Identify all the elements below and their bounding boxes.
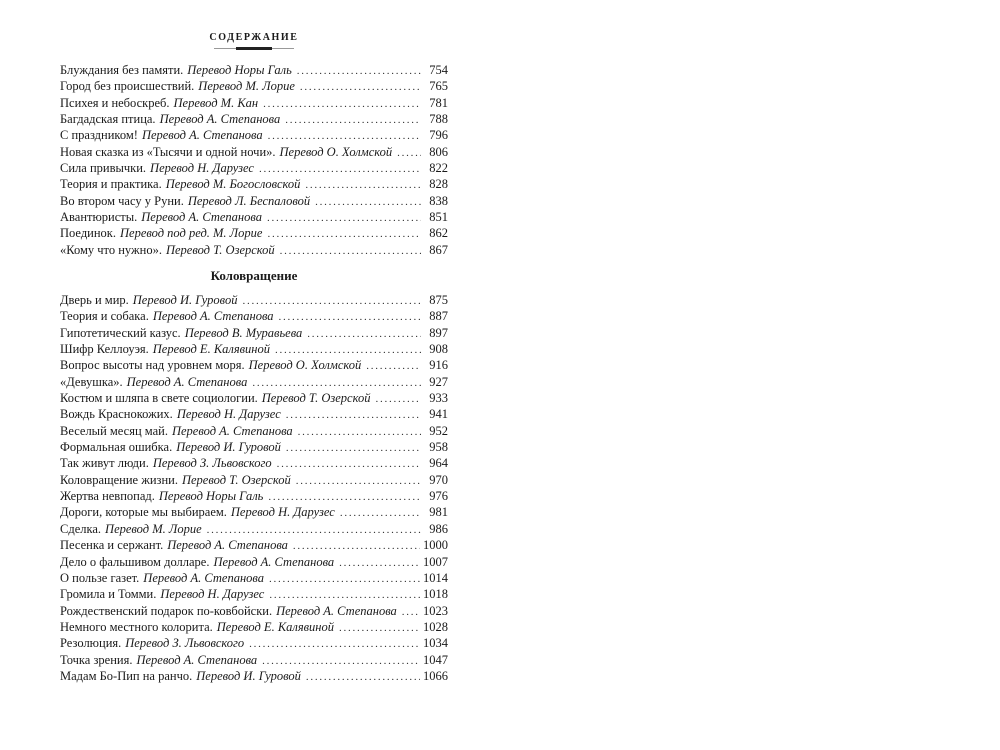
toc-entry bbox=[60, 160, 448, 176]
entry-page-number: 933 bbox=[429, 391, 448, 406]
toc-entry bbox=[60, 603, 448, 619]
entry-title: Дороги, которые мы выбираем. bbox=[60, 505, 227, 520]
dot-leader bbox=[249, 636, 420, 652]
dot-leader bbox=[242, 293, 421, 309]
entry-title: Формальная ошибка. bbox=[60, 440, 173, 455]
entry-title: Точка зрения. bbox=[60, 652, 133, 667]
entry-translator: Перевод М. Кан bbox=[173, 95, 259, 110]
toc-entry bbox=[60, 488, 448, 504]
toc-entry bbox=[60, 586, 448, 602]
toc-entry bbox=[60, 423, 448, 439]
toc-entry bbox=[60, 652, 448, 668]
dot-leader bbox=[300, 79, 421, 95]
entry-title: Вождь Краснокожих. bbox=[60, 407, 173, 422]
dot-leader bbox=[263, 96, 421, 112]
entry-page-number: 887 bbox=[429, 309, 448, 324]
entry-title: Психея и небоскреб. bbox=[60, 95, 170, 110]
toc-entry bbox=[60, 95, 448, 111]
entry-translator: Перевод А. Степанова bbox=[159, 112, 281, 127]
entry-title: Сделка. bbox=[60, 521, 102, 536]
entry-translator: Перевод А. Степанова bbox=[276, 603, 397, 618]
entry-title: Так живут люди. bbox=[60, 456, 149, 471]
entry-title: О пользе газет. bbox=[60, 570, 140, 585]
toc-entry bbox=[60, 144, 448, 160]
entry-title: Во втором часу у Руни. bbox=[60, 193, 184, 208]
toc-entry bbox=[60, 176, 448, 192]
dot-leader bbox=[275, 342, 421, 358]
toc-entry bbox=[60, 521, 448, 537]
entry-page-number: 908 bbox=[429, 342, 448, 357]
toc-entry bbox=[60, 537, 448, 553]
toc-entry bbox=[60, 111, 448, 127]
entry-page-number: 897 bbox=[429, 325, 448, 340]
dot-leader bbox=[305, 177, 421, 193]
dot-leader bbox=[269, 571, 420, 587]
toc-entry bbox=[60, 308, 448, 324]
entry-translator: Перевод Т. Озерской bbox=[165, 242, 275, 257]
entry-page-number: 927 bbox=[429, 374, 448, 389]
entry-translator: Перевод под ред. М. Лорие bbox=[120, 226, 263, 241]
entry-title: Жертва невпопад. bbox=[60, 489, 155, 504]
entry-page-number: 964 bbox=[429, 456, 448, 471]
entry-translator: Перевод Т. Озерской bbox=[181, 472, 291, 487]
entry-translator: Перевод Н. Дарузес bbox=[230, 505, 335, 520]
dot-leader bbox=[267, 226, 421, 242]
toc-entry bbox=[60, 635, 448, 651]
entry-translator: Перевод И. Гуровой bbox=[132, 293, 238, 307]
toc-entry bbox=[60, 504, 448, 520]
entry-translator: Перевод Н. Дарузес bbox=[176, 407, 281, 422]
entry-translator: Перевод А. Степанова bbox=[126, 374, 248, 389]
header-title: СОДЕРЖАНИЕ bbox=[209, 32, 299, 43]
entry-page-number: 958 bbox=[429, 440, 448, 455]
toc-entry bbox=[60, 619, 448, 635]
dot-leader bbox=[262, 653, 420, 669]
entry-translator: Перевод Норы Галь bbox=[158, 489, 264, 504]
toc-entry bbox=[60, 439, 448, 455]
entry-title: Рождественский подарок по-ковбойски. bbox=[60, 603, 273, 618]
entry-title: Сила привычки. bbox=[60, 161, 147, 176]
toc-entry bbox=[60, 242, 448, 258]
dot-leader bbox=[296, 473, 421, 489]
toc-section-1 bbox=[60, 62, 448, 258]
entry-title: «Кому что нужно». bbox=[60, 242, 162, 257]
dot-leader bbox=[339, 620, 420, 636]
entry-translator: Перевод А. Степанова bbox=[213, 554, 335, 569]
entry-translator: Перевод О. Холмской bbox=[279, 144, 393, 159]
header-rule bbox=[214, 48, 294, 49]
dot-leader bbox=[397, 145, 421, 161]
dot-leader bbox=[259, 161, 421, 177]
entry-page-number: 781 bbox=[429, 95, 448, 110]
entry-page-number: 806 bbox=[429, 144, 448, 159]
entry-title: Блуждания без памяти. bbox=[60, 63, 184, 77]
entry-title: Шифр Келлоуэя. bbox=[60, 342, 149, 357]
entry-translator: Перевод А. Степанова bbox=[171, 423, 293, 438]
entry-page-number: 1014 bbox=[423, 570, 448, 585]
toc-entry bbox=[60, 209, 448, 225]
entry-translator: Перевод А. Степанова bbox=[167, 538, 288, 553]
toc-entry bbox=[60, 127, 448, 143]
toc-entry bbox=[60, 668, 448, 684]
entry-title: Поединок. bbox=[60, 226, 116, 241]
dot-leader bbox=[315, 194, 421, 210]
entry-translator: Перевод А. Степанова bbox=[141, 128, 263, 143]
toc-entry bbox=[60, 341, 448, 357]
entry-translator: Перевод А. Степанова bbox=[141, 210, 262, 225]
entry-translator: Перевод Норы Галь bbox=[187, 63, 292, 77]
running-header bbox=[60, 32, 448, 49]
dot-leader bbox=[286, 440, 421, 456]
entry-page-number: 765 bbox=[429, 79, 448, 94]
entry-title: Новая сказка из «Тысячи и одной ночи». bbox=[60, 144, 276, 159]
entry-translator: Перевод В. Муравьева bbox=[184, 325, 303, 340]
entry-translator: Перевод Е. Калявиной bbox=[152, 342, 271, 357]
entry-title: Громила и Томми. bbox=[60, 587, 157, 602]
entry-title: Теория и практика. bbox=[60, 177, 162, 192]
entry-page-number: 867 bbox=[429, 242, 448, 257]
toc-entry bbox=[60, 554, 448, 570]
entry-page-number: 1007 bbox=[423, 554, 448, 569]
entry-translator: Перевод М. Лорие bbox=[105, 521, 202, 536]
dot-leader bbox=[293, 538, 420, 554]
entry-title: Резолюция. bbox=[60, 636, 122, 651]
entry-title: С праздником! bbox=[60, 128, 138, 143]
entry-translator: Перевод М. Богословской bbox=[165, 177, 301, 192]
entry-title: Вопрос высоты над уровнем моря. bbox=[60, 358, 245, 373]
entry-translator: Перевод И. Гуровой bbox=[196, 668, 301, 683]
toc-entry bbox=[60, 570, 448, 586]
entry-page-number: 788 bbox=[429, 112, 448, 127]
entry-page-number: 941 bbox=[429, 407, 448, 422]
dot-leader bbox=[252, 375, 421, 391]
dot-leader bbox=[339, 555, 420, 571]
entry-title: «Девушка». bbox=[60, 374, 123, 389]
entry-translator: Перевод Т. Озерской bbox=[261, 391, 371, 406]
dot-leader bbox=[268, 489, 421, 505]
entry-page-number: 970 bbox=[429, 472, 448, 487]
dot-leader bbox=[268, 128, 421, 144]
dot-leader bbox=[307, 326, 421, 342]
toc-section-2 bbox=[60, 292, 448, 684]
entry-page-number: 796 bbox=[429, 128, 448, 143]
dot-leader bbox=[298, 424, 421, 440]
entry-title: Багдадская птица. bbox=[60, 112, 156, 127]
toc-entry bbox=[60, 62, 448, 78]
entry-title: Дело о фальшивом долларе. bbox=[60, 554, 210, 569]
dot-leader bbox=[280, 243, 421, 259]
entry-page-number: 1028 bbox=[423, 619, 448, 634]
dot-leader bbox=[267, 210, 421, 226]
entry-translator: Перевод А. Степанова bbox=[136, 652, 258, 667]
entry-page-number: 862 bbox=[429, 226, 448, 241]
dot-leader bbox=[375, 391, 421, 407]
dot-leader bbox=[366, 358, 421, 374]
entry-translator: Перевод А. Степанова bbox=[143, 570, 264, 585]
entry-translator: Перевод Л. Беспаловой bbox=[187, 193, 311, 208]
toc-entry bbox=[60, 78, 448, 94]
entry-translator: Перевод И. Гуровой bbox=[176, 440, 281, 455]
entry-page-number: 986 bbox=[429, 521, 448, 536]
entry-page-number: 851 bbox=[429, 210, 448, 225]
entry-page-number: 838 bbox=[429, 193, 448, 208]
entry-page-number: 1000 bbox=[423, 538, 448, 553]
dot-leader bbox=[297, 63, 421, 79]
toc-entry bbox=[60, 325, 448, 341]
entry-translator: Перевод О. Холмской bbox=[248, 358, 362, 373]
entry-translator: Перевод А. Степанова bbox=[152, 309, 274, 324]
entry-page-number: 828 bbox=[429, 177, 448, 192]
entry-page-number: 1023 bbox=[423, 603, 448, 618]
entry-page-number: 1047 bbox=[423, 652, 448, 667]
toc-entry bbox=[60, 390, 448, 406]
dot-leader bbox=[340, 505, 421, 521]
entry-translator: Перевод Н. Дарузес bbox=[150, 161, 254, 176]
entry-translator: Перевод З. Львовского bbox=[125, 636, 245, 651]
entry-page-number: 875 bbox=[429, 293, 448, 307]
toc-entry bbox=[60, 472, 448, 488]
entry-translator: Перевод Н. Дарузес bbox=[160, 587, 265, 602]
entry-title: Город без происшествий. bbox=[60, 79, 195, 94]
entry-title: Авантюристы. bbox=[60, 210, 138, 225]
dot-leader bbox=[279, 309, 421, 325]
entry-title: Коловращение жизни. bbox=[60, 472, 178, 487]
toc-entry bbox=[60, 374, 448, 390]
entry-translator: Перевод З. Львовского bbox=[152, 456, 272, 471]
entry-title: Песенка и сержант. bbox=[60, 538, 164, 553]
entry-title: Теория и собака. bbox=[60, 309, 149, 324]
entry-title: Гипотетический казус. bbox=[60, 325, 181, 340]
dot-leader bbox=[269, 587, 420, 603]
entry-title: Веселый месяц май. bbox=[60, 423, 168, 438]
entry-page-number: 1066 bbox=[423, 668, 448, 683]
toc-entry bbox=[60, 406, 448, 422]
entry-page-number: 1018 bbox=[423, 587, 448, 602]
toc-entry bbox=[60, 225, 448, 241]
toc-entry bbox=[60, 292, 448, 308]
entry-page-number: 822 bbox=[429, 161, 448, 176]
dot-leader bbox=[207, 522, 421, 538]
entry-page-number: 916 bbox=[429, 358, 448, 373]
dot-leader bbox=[306, 669, 420, 685]
dot-leader bbox=[286, 407, 421, 423]
entry-title: Мадам Бо-Пип на ранчо. bbox=[60, 668, 193, 683]
entry-translator: Перевод М. Лорие bbox=[198, 79, 295, 94]
entry-page-number: 754 bbox=[429, 63, 448, 77]
entry-page-number: 1034 bbox=[423, 636, 448, 651]
dot-leader bbox=[277, 456, 421, 472]
section-heading: Коловращение bbox=[210, 268, 298, 283]
dot-leader bbox=[402, 604, 420, 620]
entry-page-number: 952 bbox=[429, 423, 448, 438]
entry-title: Немного местного колорита. bbox=[60, 619, 213, 634]
entry-title: Костюм и шляпа в свете социологии. bbox=[60, 391, 258, 406]
dot-leader bbox=[285, 112, 421, 128]
entry-title: Дверь и мир. bbox=[60, 293, 129, 307]
entry-page-number: 981 bbox=[429, 505, 448, 520]
toc-entry bbox=[60, 357, 448, 373]
entry-page-number: 976 bbox=[429, 489, 448, 504]
entry-translator: Перевод Е. Калявиной bbox=[216, 619, 335, 634]
toc-entry bbox=[60, 455, 448, 471]
toc-entry bbox=[60, 193, 448, 209]
